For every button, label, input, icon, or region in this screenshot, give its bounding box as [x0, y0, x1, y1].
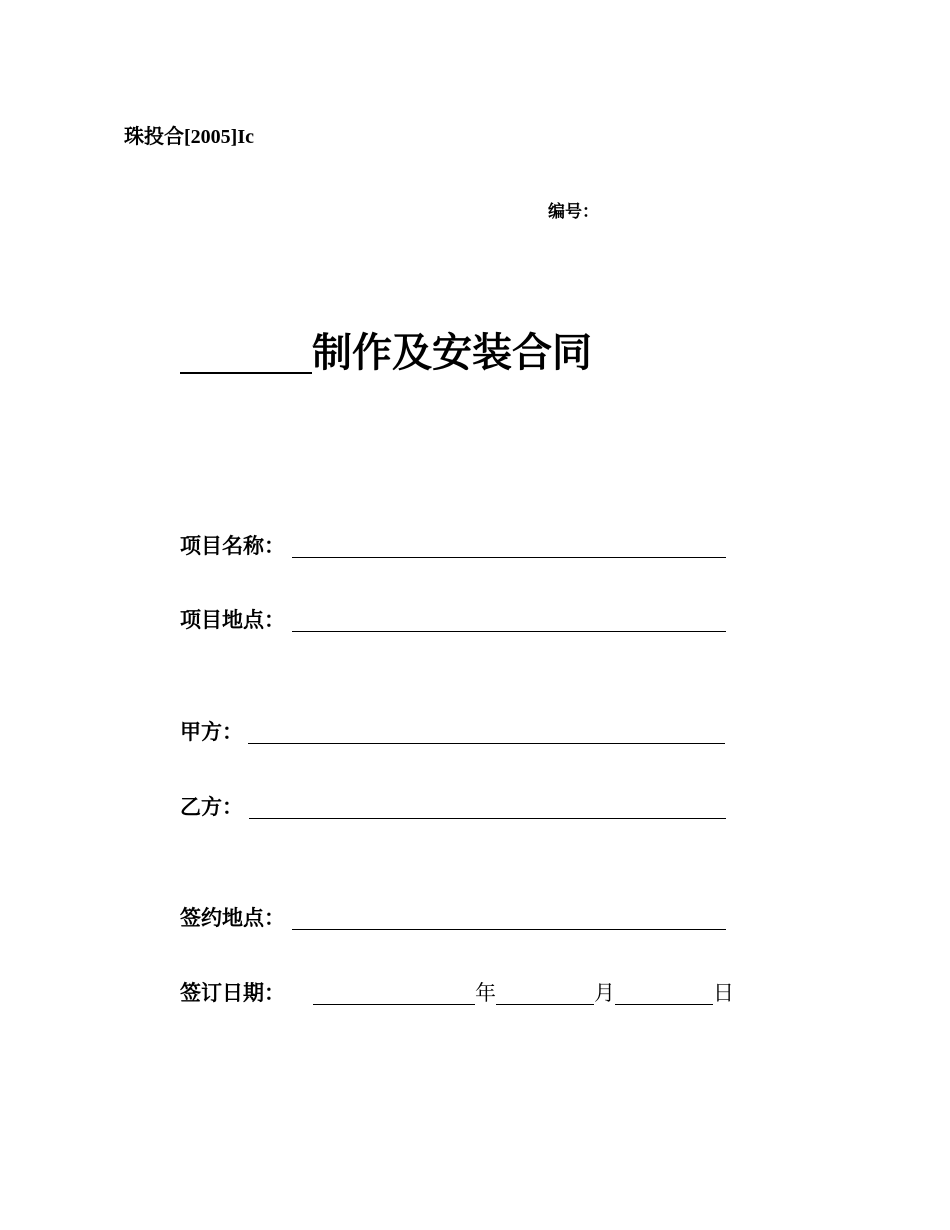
project-name-label: 项目名称：: [180, 534, 285, 558]
year-blank[interactable]: [313, 980, 475, 1005]
party-a-row: [180, 717, 725, 747]
day-unit: 日: [713, 981, 734, 1005]
month-blank[interactable]: [496, 980, 594, 1005]
party-b-label: 乙方：: [180, 795, 243, 819]
document-reference-code: 珠投合[2005]Ic: [124, 126, 254, 148]
signing-place-label: 签约地点：: [180, 906, 285, 930]
contract-title-text: 制作及安装合同: [312, 330, 592, 375]
year-unit: 年: [475, 981, 496, 1005]
party-a-label: 甲方：: [180, 720, 243, 744]
project-name-row: [180, 531, 726, 561]
contract-title: [180, 326, 592, 380]
project-location-label: 项目地点：: [180, 608, 285, 632]
party-a-blank[interactable]: [248, 719, 725, 744]
party-b-row: [180, 792, 726, 822]
project-location-blank[interactable]: [292, 607, 726, 632]
month-unit: 月: [594, 981, 615, 1005]
signing-date-row: [180, 978, 734, 1008]
party-b-blank[interactable]: [249, 794, 726, 819]
serial-number-label: 编号：: [548, 202, 599, 221]
day-blank[interactable]: [615, 980, 713, 1005]
signing-place-row: [180, 903, 726, 933]
title-blank-line[interactable]: [180, 332, 312, 374]
project-location-row: [180, 605, 726, 635]
signing-date-label: 签订日期：: [180, 981, 285, 1005]
project-name-blank[interactable]: [292, 533, 726, 558]
signing-place-blank[interactable]: [292, 905, 726, 930]
